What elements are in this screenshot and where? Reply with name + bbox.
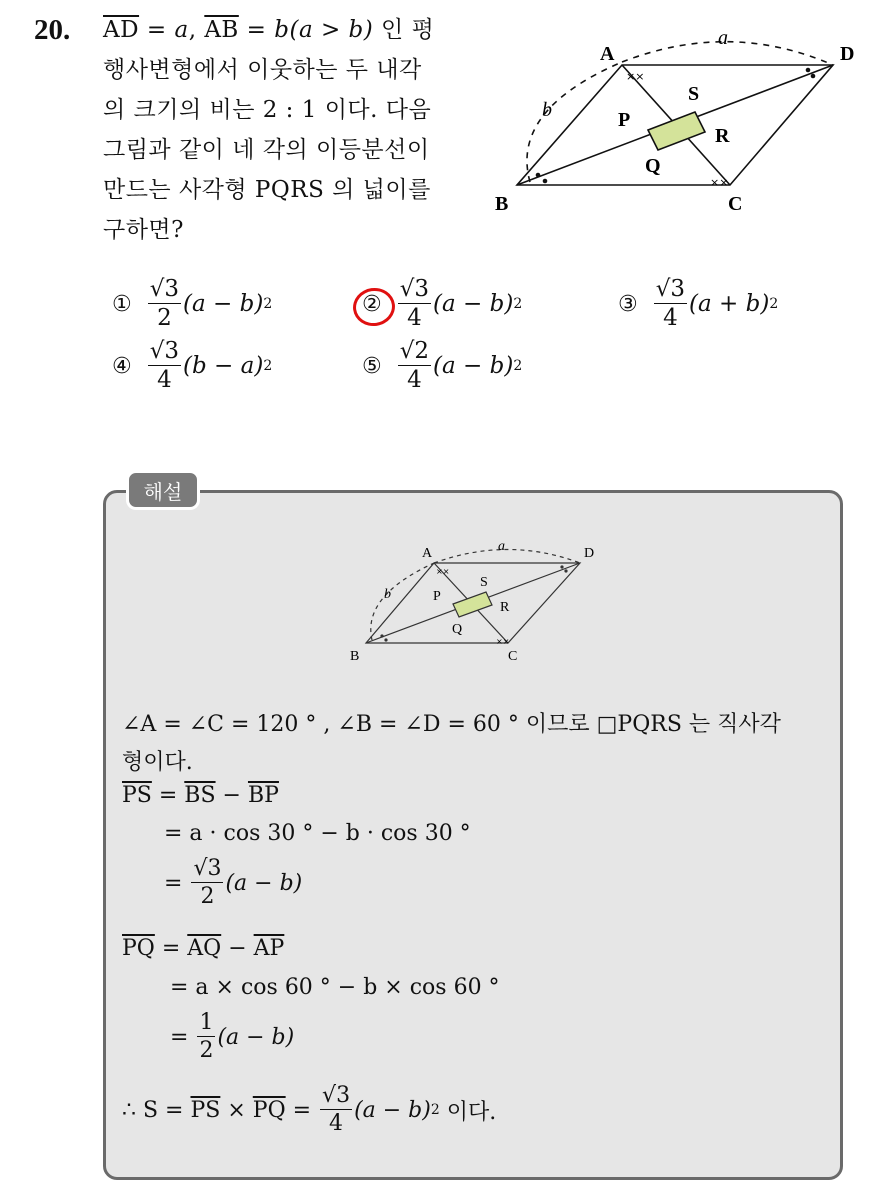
solution-line-1: ∠A = ∠C = 120 ° , ∠B = ∠D = 60 ° 이므로 □PQRS 는 직사각 <box>122 712 781 737</box>
expression: (a − b) <box>225 870 303 896</box>
denominator: 4 <box>663 305 678 331</box>
minus: − <box>215 783 248 808</box>
choice-mark: ③ <box>618 291 638 317</box>
question-line-1 <box>103 10 434 50</box>
equals: = <box>238 17 275 43</box>
equals: = <box>139 17 175 43</box>
question-number: 20. <box>34 14 71 46</box>
label-a-vertex: A <box>422 546 433 561</box>
fraction <box>320 1085 352 1135</box>
label-r: R <box>500 600 510 615</box>
numerator: √3 <box>322 1083 351 1108</box>
fraction <box>191 858 223 908</box>
segment-pq: $\overline{PQ}$ <box>122 936 155 961</box>
minus: − <box>221 936 254 961</box>
equals: = <box>151 783 185 808</box>
line-tail: 인 평 <box>373 17 435 43</box>
denominator: 4 <box>407 367 422 393</box>
solution-line-2: 형이다. <box>122 750 193 775</box>
label-q: Q <box>645 155 661 177</box>
label-s: S <box>688 83 700 105</box>
label-c-vertex: C <box>508 649 518 664</box>
denominator: 4 <box>407 305 422 331</box>
label-b-vertex: B <box>350 649 360 664</box>
final-tail: 이다. <box>439 1099 497 1125</box>
expression: (a − b) <box>433 291 514 317</box>
question-line-4: 그림과 같이 네 각의 이등분선이 <box>103 137 430 163</box>
ps-step-3 <box>164 858 302 908</box>
label-d-vertex: D <box>584 546 595 561</box>
exponent: 2 <box>263 296 273 312</box>
choice-mark: ⑤ <box>362 353 382 379</box>
angle-dot-b <box>543 179 548 184</box>
exponent: 2 <box>513 358 523 374</box>
fraction <box>398 340 431 392</box>
segment-aq: $\overline{AQ}$ <box>187 936 222 961</box>
equals: = <box>164 870 190 896</box>
var-a: a <box>174 17 189 43</box>
solution-tab: 해설 <box>126 470 200 510</box>
segment-ab: $\overline{AB}$ <box>204 17 239 43</box>
expression: (a − b) <box>217 1024 295 1050</box>
label-b-side: b <box>384 587 391 602</box>
equals: = <box>285 1097 319 1123</box>
segment-bp: $\overline{BP}$ <box>247 783 279 808</box>
label-c-vertex: C <box>728 193 743 215</box>
question-line-2: 행사변형에서 이웃하는 두 내각 <box>103 57 422 83</box>
numerator: √3 <box>149 276 180 302</box>
label-d-vertex: D <box>840 43 855 65</box>
exponent: 2 <box>513 296 523 312</box>
label-q: Q <box>452 622 463 637</box>
denominator: 4 <box>157 367 172 393</box>
comma: , <box>188 17 205 43</box>
label-b-vertex: B <box>495 193 509 215</box>
segment-ps: $\overline{PS}$ <box>190 1097 221 1123</box>
numerator: √3 <box>399 276 430 302</box>
angle-dot-d <box>560 565 563 568</box>
times: × <box>220 1097 253 1123</box>
expression: (a + b) <box>689 291 770 317</box>
denominator: 2 <box>199 1038 214 1063</box>
equals: = <box>170 1024 196 1050</box>
fraction <box>398 278 431 330</box>
label-b-side: b <box>542 99 552 121</box>
expression: (a − b) <box>354 1097 431 1123</box>
choice-3[interactable] <box>618 278 778 330</box>
angle-dot-d <box>811 74 816 79</box>
pq-equation <box>122 936 284 961</box>
fraction <box>654 278 687 330</box>
numerator: √3 <box>655 276 686 302</box>
ps-equation <box>122 783 279 808</box>
choice-mark: ④ <box>112 353 132 379</box>
label-r: R <box>715 125 730 147</box>
final-answer <box>122 1085 496 1135</box>
pq-step-3 <box>170 1012 294 1062</box>
angle-dot-b <box>536 173 541 178</box>
label-p: P <box>618 109 631 131</box>
exponent: 2 <box>430 1102 440 1118</box>
label-a-vertex: A <box>600 43 615 65</box>
parallelogram-figure <box>490 20 870 220</box>
choice-1[interactable] <box>112 278 272 330</box>
segment-ad: $\overline{AD}$ <box>103 17 140 43</box>
angle-dot-d <box>564 569 567 572</box>
denominator: 2 <box>157 305 172 331</box>
angle-mark-c: ×× <box>496 637 510 646</box>
rectangle-pqrs <box>648 112 705 150</box>
choice-mark: ① <box>112 291 132 317</box>
expression: (a − b) <box>433 353 514 379</box>
exponent: 2 <box>263 358 273 374</box>
condition: (a > b) <box>289 17 374 43</box>
exponent: 2 <box>769 296 779 312</box>
denominator: 4 <box>329 1111 344 1136</box>
fraction <box>148 340 181 392</box>
segment-ap: $\overline{AP}$ <box>253 936 285 961</box>
expression: (b − a) <box>183 353 264 379</box>
label-p: P <box>433 589 441 604</box>
fraction <box>197 1012 215 1062</box>
numerator: √2 <box>399 338 430 364</box>
segment-pq: $\overline{PQ}$ <box>252 1097 286 1123</box>
label-s: S <box>480 575 488 590</box>
rectangle-pqrs <box>453 592 492 617</box>
expression: (a − b) <box>183 291 264 317</box>
denominator: 2 <box>200 884 215 909</box>
numerator: √3 <box>193 856 222 881</box>
choice-mark: ② <box>362 291 382 317</box>
solution-figure <box>348 538 608 666</box>
angle-mark-c: ×× <box>710 176 729 189</box>
angle-dot-b <box>384 638 387 641</box>
pq-step-2: = a × cos 60 ° − b × cos 60 ° <box>170 975 500 1000</box>
question-line-3: 의 크기의 비는 2 : 1 이다. 다음 <box>103 97 432 123</box>
equals: = <box>154 936 188 961</box>
segment-ps: $\overline{PS}$ <box>122 783 152 808</box>
var-b: b <box>274 17 290 43</box>
numerator: √3 <box>149 338 180 364</box>
choice-4[interactable] <box>112 340 272 392</box>
label-a-side: a <box>718 27 728 49</box>
segment-bs: $\overline{BS}$ <box>184 783 216 808</box>
choice-5[interactable] <box>362 340 522 392</box>
ps-step-2: = a · cos 30 ° − b · cos 30 ° <box>164 821 471 846</box>
angle-mark-a: ×× <box>436 567 450 576</box>
question-line-6: 구하면? <box>103 217 184 243</box>
therefore-s: ∴ S = <box>122 1097 191 1123</box>
angle-dot-d <box>806 68 811 73</box>
angle-dot-b <box>380 634 383 637</box>
fraction <box>148 278 181 330</box>
arc-a <box>434 550 580 564</box>
label-a-side: a <box>498 539 505 554</box>
question-line-5: 만드는 사각형 PQRS 의 넓이를 <box>103 177 431 203</box>
numerator: 1 <box>199 1010 214 1035</box>
angle-mark-a: ×× <box>626 70 645 83</box>
